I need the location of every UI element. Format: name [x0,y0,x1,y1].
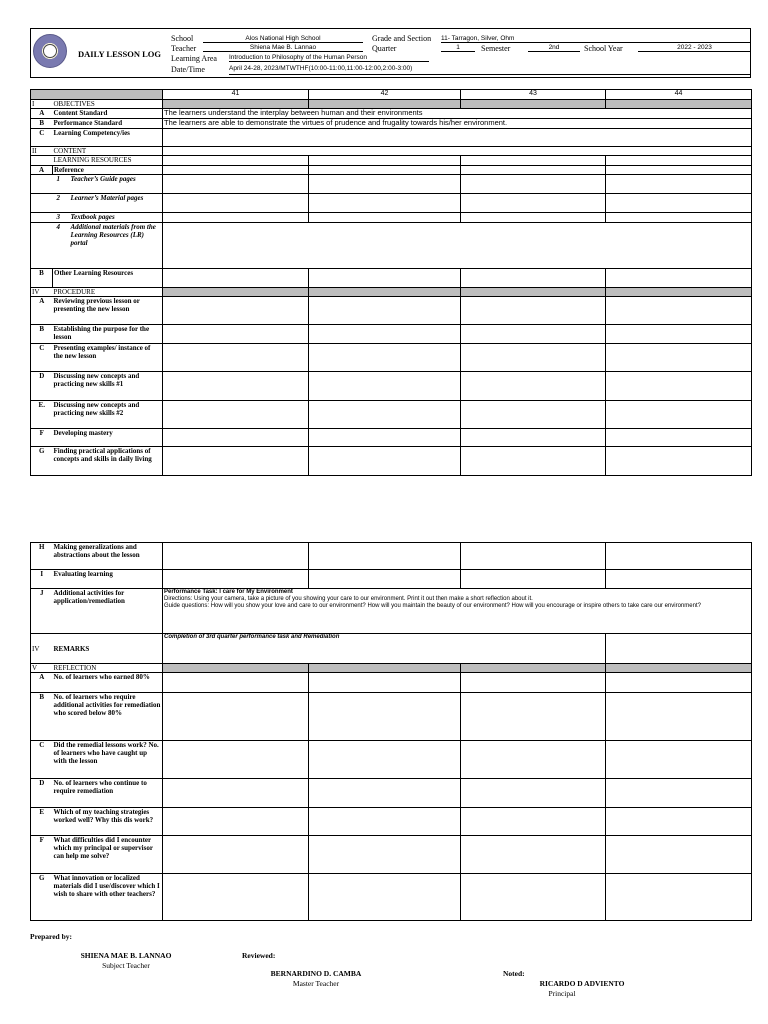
row-lm-pages: 2 Learner’s Material pages [53,194,163,213]
row-proc-d: Discussing new concepts and practicing new skills #1 [53,372,163,401]
lesson-table-2 [30,542,752,921]
row-learning-competency: Learning Competency/ies [53,129,163,147]
teacher-value: Shiena Mae B. Lannao [203,44,363,52]
performance-task-cell [163,589,752,634]
page-title: DAILY LESSON LOG [78,49,161,59]
row-content-standard: Content Standard [53,109,163,119]
row-letter: A [31,673,53,693]
row-letter: A [31,166,53,175]
row-other-resources: Other Learning Resources [53,269,163,288]
section-remarks: REMARKS [53,634,163,664]
row-letter: A [31,297,53,325]
remarks-text: Completion of 3rd quarter performance task and Remediation [163,634,606,664]
corner-cell [31,90,53,100]
semester-value: 2nd [528,44,580,52]
row-letter: D [31,372,53,401]
row-proc-b: Establishing the purpose for the lesson [53,325,163,344]
row-ref-c: Did the remedial lessons work? No. of learners who have caught up with the lesson [53,741,163,779]
prepared-name: SHIENA MAE B. LANNAO [80,951,172,960]
noted-name: RICARDO D ADVIENTO [539,979,625,988]
deped-seal-icon [33,34,67,68]
datetime-value: April 24-28, 2023/MTWTHF(10:00-11:00,11:00-12:00,2:00-3:00) [229,65,413,72]
row-letter: I [31,570,53,589]
section-numeral: V [31,664,53,673]
content-standard-text: The learners understand the interplay between human and their environments [163,109,752,119]
quarter-value: 1 [441,44,475,52]
school-value: Alos National High School [203,35,363,43]
row-letter: G [31,874,53,921]
day-header: 43 [461,90,606,100]
row-letter: G [31,447,53,476]
row-ref-b: No. of learners who require additional activities for remediation who scored below 80% [53,693,163,741]
grade-section-label: Grade and Section [372,34,432,43]
row-letter: A [31,109,53,119]
datetime-label: Date/Time [171,65,205,74]
row-ref-g: What innovation or localized materials did I use/discover which I wish to share with other teachers? [53,874,163,921]
reviewed-role: Master Teacher [292,979,340,988]
quarter-label: Quarter [372,44,397,53]
row-letter: F [31,836,53,874]
day-header: 44 [606,90,752,100]
row-ref-e: Which of my teaching strategies worked well? Why this dis work? [53,808,163,836]
section-objectives: OBJECTIVES [53,100,163,109]
lesson-table-1 [30,89,752,476]
section-numeral: IV [31,634,53,664]
learning-area-value: Introduction to Philosophy of the Human Person [229,54,429,62]
learning-area-label: Learning Area [171,54,217,63]
prepared-role: Subject Teacher [102,961,150,970]
row-ref-d: No. of learners who continue to require remediation [53,779,163,808]
row-proc-a: Reviewing previous lesson or presenting the new lesson [53,297,163,325]
row-proc-e: Discussing new concepts and practicing new skills #2 [53,401,163,429]
row-proc-h: Making generalizations and abstractions about the lesson [53,543,163,570]
section-learning-resources: LEARNING RESOURCES [53,156,163,166]
row-ref-a: No. of learners who earned 80% [53,673,163,693]
performance-standard-text: The learners are able to demonstrate the virtues of prudence and frugality towards his/her environment. [163,119,752,129]
section-procedure: PROCEDURE [53,288,163,297]
row-ref-f: What difficulties did I encounter which my principal or supervisor can help me solve? [53,836,163,874]
row-textbook-pages: 3 Textbook pages [53,213,163,223]
school-label: School [171,34,194,43]
row-letter: J [31,589,53,634]
semester-label: Semester [481,44,511,53]
day-header: 41 [163,90,309,100]
row-letter: C [31,741,53,779]
row-letter: H [31,543,53,570]
row-proc-c: Presenting examples/ instance of the new lesson [53,344,163,372]
row-performance-standard: Performance Standard [53,119,163,129]
section-reflection: REFLECTION [53,664,163,673]
task-directions: Directions: Using your camera, take a picture of you showing your care to our environment. Print it out then make a short reflection about it. [164,596,533,602]
school-year-label: School Year [584,44,623,53]
datetime-underline [229,74,751,75]
row-reference: Reference [53,166,163,175]
section-numeral: II [31,147,53,156]
row-letter: B [31,693,53,741]
section-content: CONTENT [53,147,163,156]
row-proc-g: Finding practical applications of concepts and skills in daily living [53,447,163,476]
row-letter: B [31,325,53,344]
row-proc-j: Additional activities for application/remediation [53,589,163,634]
grade-section-value: 11- Tarragon, Silver, Ohm [441,35,751,43]
row-letter: D [31,779,53,808]
task-title: Performance Task: I care for My Environment [164,589,293,595]
row-proc-f: Developing mastery [53,429,163,447]
row-letter: C [31,344,53,372]
row-additional-materials: 4 Additional materials from the Learning Resources (LR) portal [53,223,163,269]
reviewed-name: BERNARDINO D. CAMBA [270,969,362,978]
row-letter: C [31,129,53,147]
section-numeral: IV [31,288,53,297]
section-numeral: I [31,100,53,109]
task-guide: Guide questions: How will you show your love and care to our environment? How will you maintain the beauty of our environment? How will you encourage or inspire others to take care our environment? [164,603,701,609]
noted-role: Principal [548,989,576,998]
row-letter: B [31,269,53,288]
teacher-label: Teacher [171,44,197,53]
noted-label: Noted: [503,969,525,978]
prepared-label: Prepared by: [30,932,73,941]
row-letter: F [31,429,53,447]
reviewed-label: Reviewed: [242,951,276,960]
row-letter: B [31,119,53,129]
day-header: 42 [309,90,461,100]
school-year-value: 2022 - 2023 [638,44,751,52]
row-proc-i: Evaluating learning [53,570,163,589]
row-letter: E. [31,401,53,429]
row-letter: E [31,808,53,836]
row-tg-pages: 1 Teacher’s Guide pages [53,175,163,194]
